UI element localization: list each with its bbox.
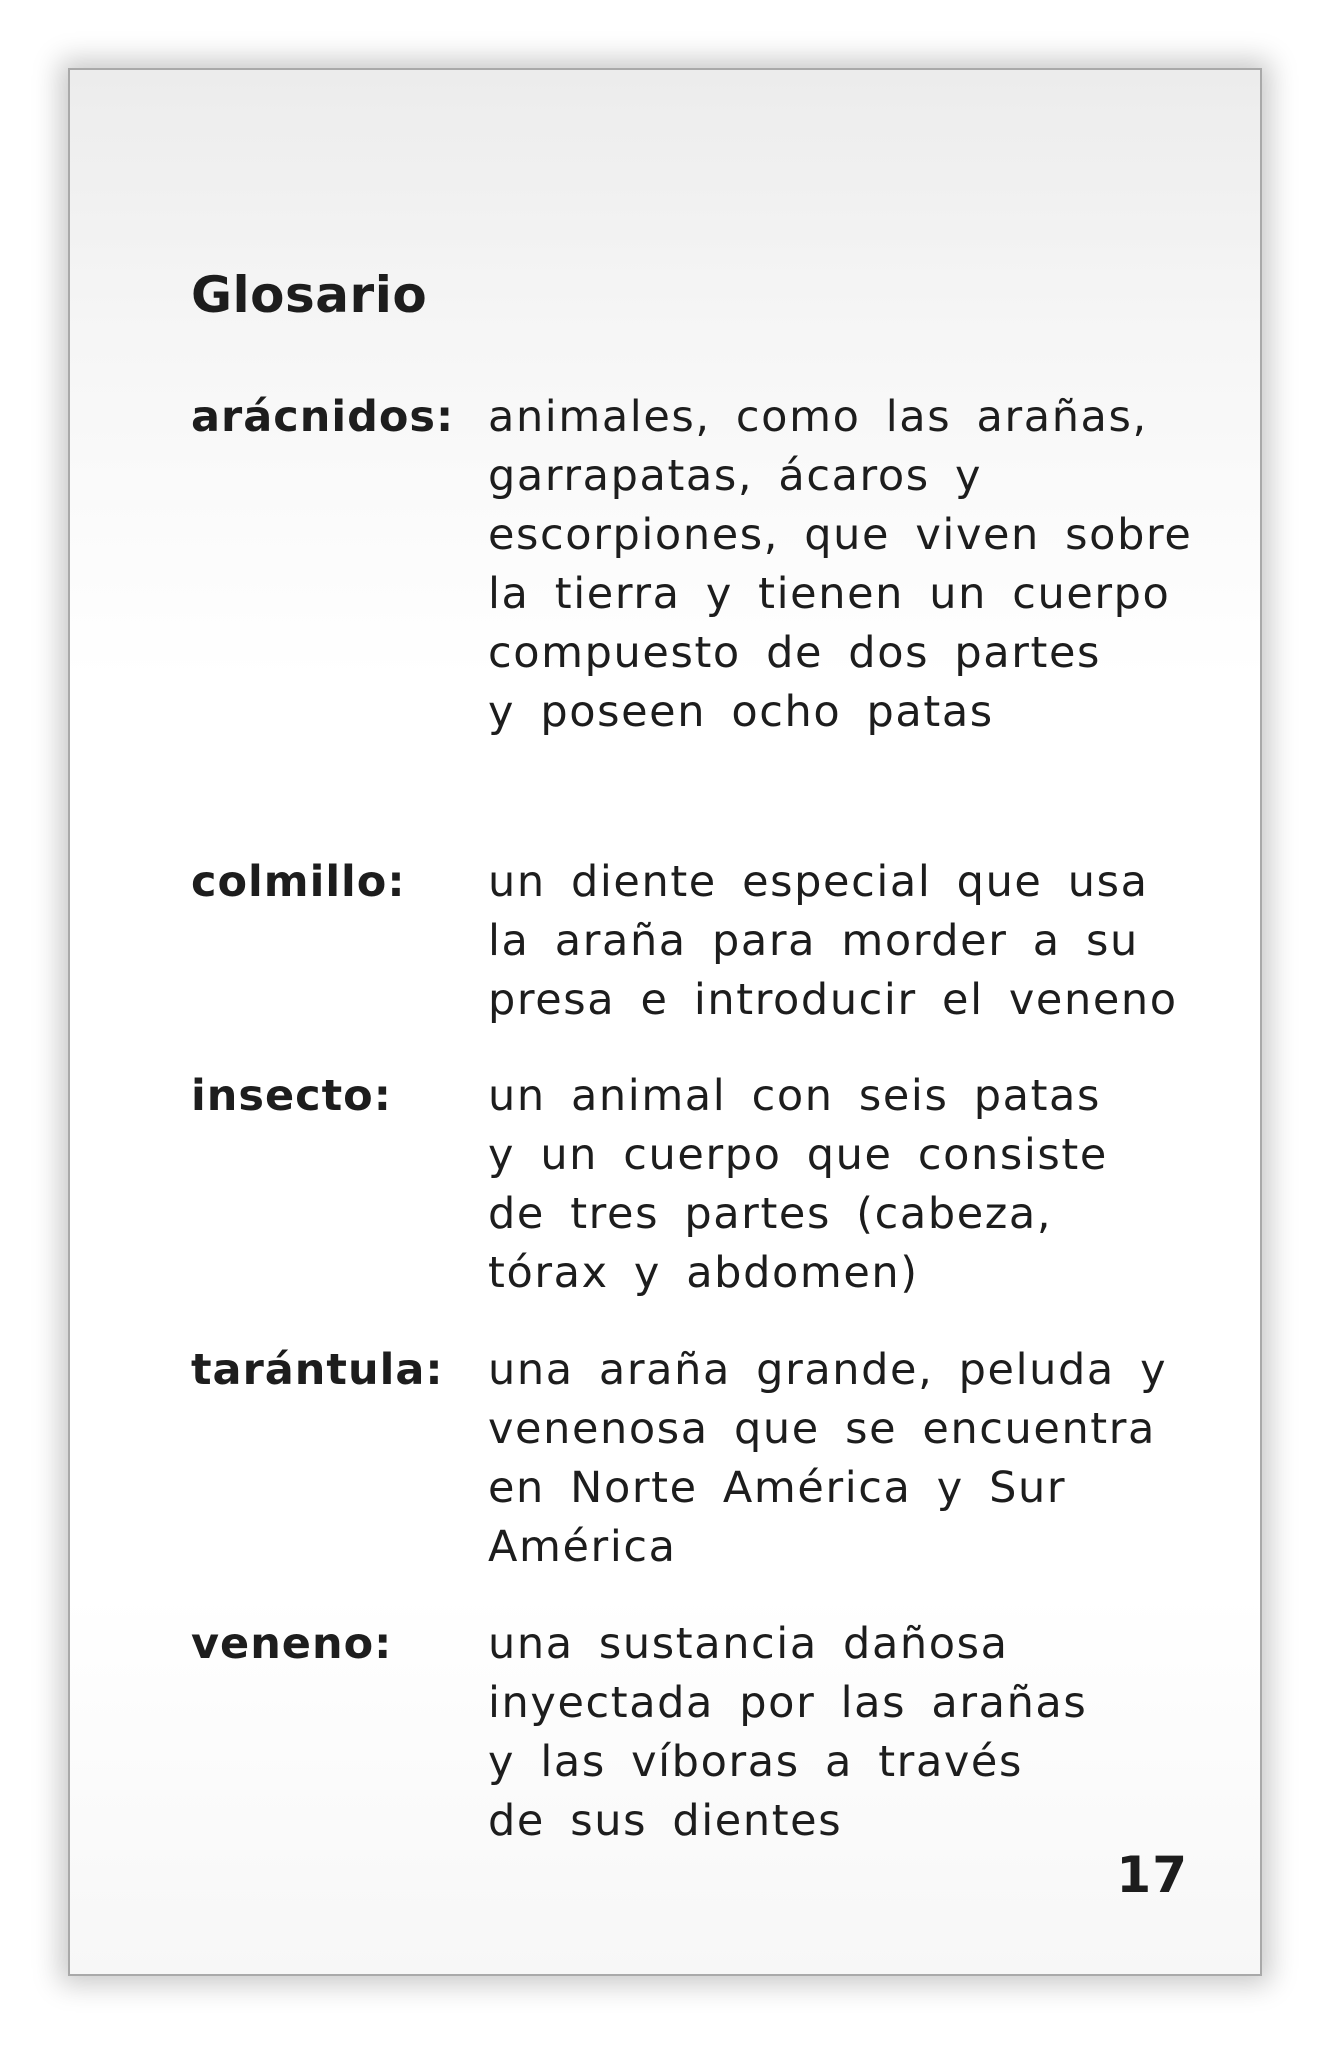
definition-line: animales, como las arañas,: [488, 392, 1148, 442]
definition-line: un animal con seis patas: [488, 1071, 1101, 1121]
page-title: Glosario: [191, 266, 428, 324]
page-number: 17: [1116, 1846, 1188, 1904]
definition-line: compuesto de dos partes: [488, 628, 1102, 678]
definition-line: y poseen ocho patas: [488, 687, 994, 737]
definition-line: tórax y abdomen): [488, 1248, 919, 1298]
definition-line: inyectada por las arañas: [488, 1678, 1088, 1728]
definition-line: América: [488, 1522, 677, 1572]
definition-line: una sustancia dañosa: [488, 1619, 1009, 1669]
glossary-definition: [488, 1615, 1228, 1851]
glossary-term: tarántula:: [191, 1345, 444, 1395]
definition-line: escorpiones, que viven sobre: [488, 510, 1193, 560]
definition-line: en Norte América y Sur: [488, 1463, 1067, 1513]
definition-line: garrapatas, ácaros y: [488, 451, 983, 501]
definition-line: de sus dientes: [488, 1796, 843, 1846]
glossary-term: colmillo:: [191, 857, 406, 907]
definition-line: una araña grande, peluda y: [488, 1345, 1168, 1395]
glossary-term: veneno:: [191, 1619, 393, 1669]
glossary-definition: [488, 388, 1228, 742]
definition-line: la tierra y tienen un cuerpo: [488, 569, 1171, 619]
definition-line: de tres partes (cabeza,: [488, 1189, 1053, 1239]
book-page: [68, 68, 1262, 1976]
glossary-definition: [488, 1067, 1228, 1303]
glossary-term: arácnidos:: [191, 392, 455, 442]
definition-line: un diente especial que usa: [488, 857, 1149, 907]
glossary-definition: [488, 853, 1228, 1030]
glossary-term: insecto:: [191, 1071, 392, 1121]
glossary-definition: [488, 1341, 1228, 1577]
definition-line: y las víboras a través: [488, 1737, 1023, 1787]
definition-line: venenosa que se encuentra: [488, 1404, 1156, 1454]
definition-line: presa e introducir el veneno: [488, 975, 1178, 1025]
definition-line: y un cuerpo que consiste: [488, 1130, 1108, 1180]
definition-line: la araña para morder a su: [488, 916, 1139, 966]
